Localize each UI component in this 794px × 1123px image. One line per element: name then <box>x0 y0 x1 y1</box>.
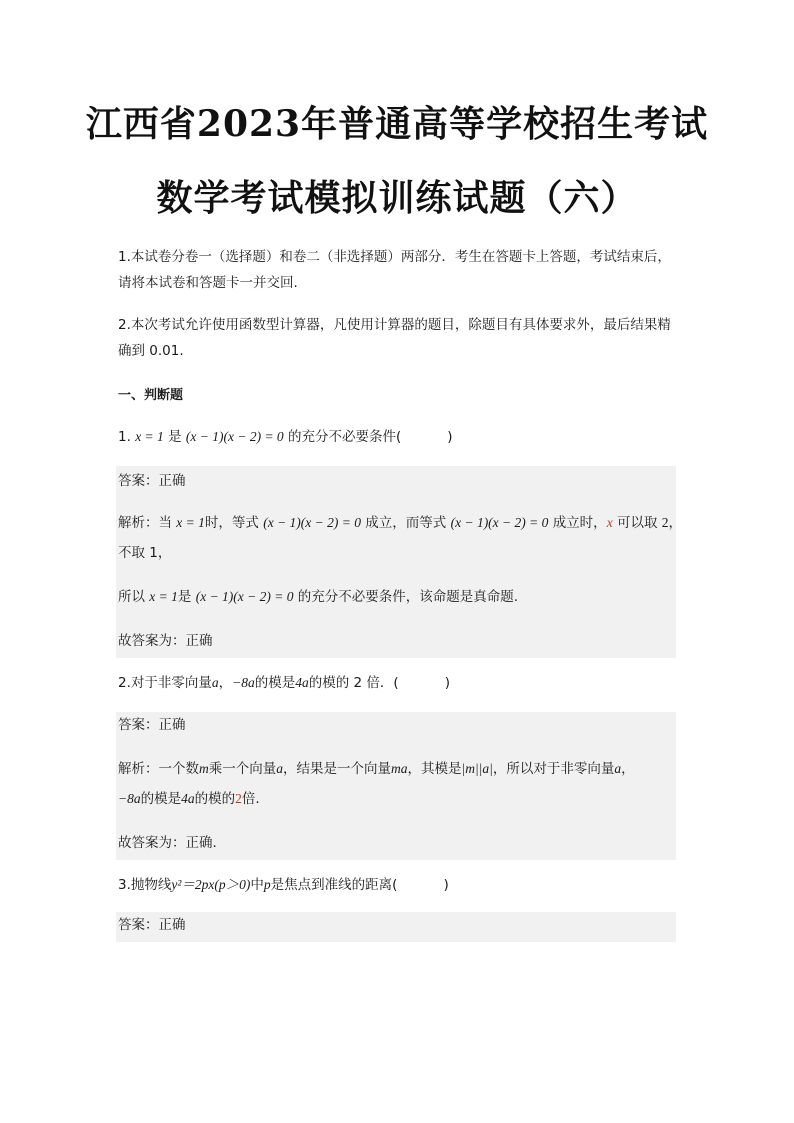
vector-4a: 4a <box>181 791 195 806</box>
vector-4a: 4a <box>295 675 309 690</box>
vector-a: a <box>211 675 219 690</box>
analysis-text: 解析：当 <box>118 515 172 531</box>
condition-formula: x = 1 <box>135 429 164 444</box>
question-number: 2. <box>118 675 131 691</box>
analysis-text: ， <box>668 515 683 531</box>
question-2 <box>118 668 678 698</box>
equation-formula: (x − 1)(x − 2) = 0 <box>185 429 284 444</box>
condition-formula: x = 1 <box>176 515 205 530</box>
vector-neg8a: −8a <box>118 791 141 806</box>
analysis-text: 是 <box>177 589 192 605</box>
vector-a: a <box>614 761 622 776</box>
analysis-1-line2: 不取 1， <box>118 545 172 561</box>
scalar-m: m <box>199 761 209 776</box>
analysis-text: 成立时， <box>552 515 607 531</box>
analysis-2-line2 <box>118 784 678 814</box>
answer-3: 答案：正确 <box>118 917 186 933</box>
number-two: 2 <box>235 791 242 806</box>
section-heading: 一、判断题 <box>118 388 184 403</box>
analysis-2-line1 <box>118 754 678 784</box>
analysis-text: ，所以对于非零向量 <box>492 761 615 777</box>
question-text: 的模是 <box>254 675 296 691</box>
analysis-text: ，其模是 <box>407 761 462 777</box>
answer-1: 答案：正确 <box>118 473 186 489</box>
modulus-formula: |m||a| <box>461 761 493 776</box>
analysis-text: 解析：一个数 <box>118 761 199 777</box>
question-number: 3. <box>118 877 131 893</box>
equation-formula: (x − 1)(x − 2) = 0 <box>263 515 361 530</box>
question-3 <box>118 870 678 900</box>
question-number: 1. <box>118 429 131 445</box>
question-text: 的充分不必要条件( <box>287 429 402 445</box>
answer-2: 答案：正确 <box>118 717 186 733</box>
final-answer-1: 故答案为：正确 <box>118 633 213 649</box>
question-text: 抛物线 <box>130 877 172 893</box>
analysis-text: 可以取 <box>616 515 658 531</box>
conclusion-1 <box>118 582 678 612</box>
close-paren: ) <box>444 675 450 691</box>
question-text: 对于非零向量 <box>130 675 212 691</box>
analysis-text: 时，等式 <box>204 515 259 531</box>
question-text: ， <box>218 675 233 691</box>
vector-ma: ma <box>391 761 408 776</box>
exam-title-line2: 数学考试模拟训练试题（六） <box>156 177 638 219</box>
analysis-text: 的充分不必要条件，该命题是真命题. <box>297 589 519 605</box>
parabola-formula: y²＝2px(p＞0) <box>171 877 251 892</box>
analysis-text: 成立，而等式 <box>365 515 447 531</box>
analysis-1-line1 <box>118 508 683 538</box>
variable-x: x <box>606 515 613 530</box>
analysis-text: 倍. <box>241 791 260 807</box>
variable-p: p <box>263 877 271 892</box>
question-text: 中 <box>250 877 264 893</box>
analysis-text: 的模是 <box>140 791 182 807</box>
condition-formula: x = 1 <box>149 589 178 604</box>
number-two: 2 <box>661 515 669 530</box>
vector-neg8a: −8a <box>232 675 255 690</box>
final-answer-2: 故答案为：正确. <box>118 835 217 851</box>
analysis-text: 乘一个向量 <box>208 761 277 777</box>
question-text: 是焦点到准线的距离( <box>270 877 398 893</box>
equation-formula: (x − 1)(x − 2) = 0 <box>195 589 294 604</box>
instruction-1: 1.本试卷分卷一（选择题）和卷二（非选择题）两部分．考生在答题卡上答题，考试结束后，请将本试卷和答题卡一并交回. <box>118 249 671 291</box>
question-1 <box>118 422 678 452</box>
instruction-2: 2.本次考试允许使用函数型计算器，凡使用计算器的题目，除题目有具体要求外，最后结果精确到 0.01. <box>118 317 671 359</box>
is-text: 是 <box>168 429 182 445</box>
vector-a: a <box>276 761 283 776</box>
analysis-text: ， <box>621 761 635 777</box>
analysis-text: 的模的 <box>194 791 236 807</box>
close-paren: ) <box>443 877 449 893</box>
analysis-text: ，结果是一个向量 <box>283 761 391 777</box>
analysis-text: 所以 <box>118 589 145 605</box>
exam-title-line1: 江西省2023年普通高等学校招生考试 <box>85 103 709 145</box>
close-paren: ) <box>447 429 453 445</box>
question-text: 的模的 2 倍．( <box>308 675 399 691</box>
equation-formula: (x − 1)(x − 2) = 0 <box>450 515 549 530</box>
